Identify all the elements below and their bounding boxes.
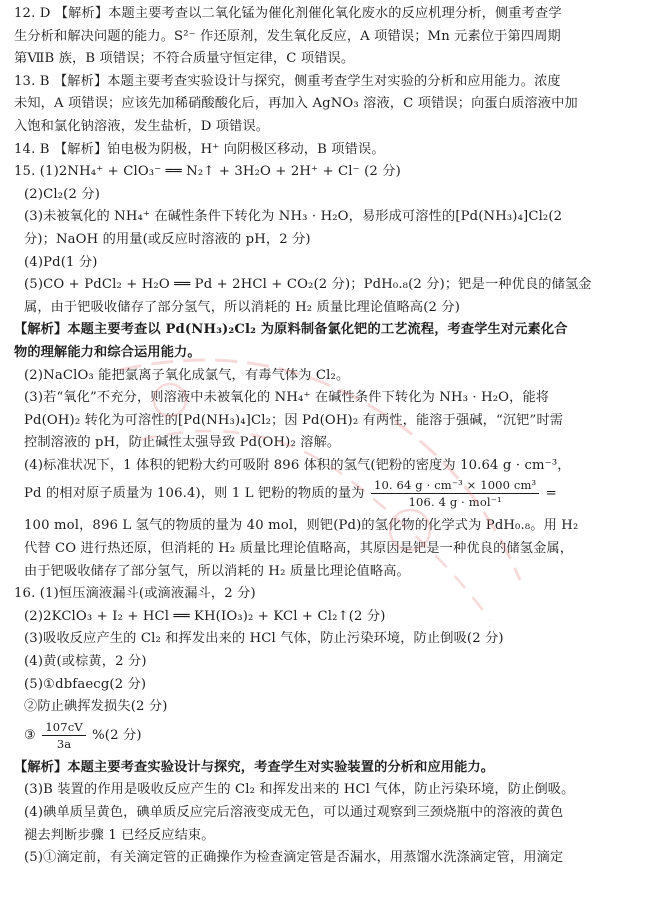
analysis-15-part-4-line-3: 100 mol，896 L 氢气的物质的量为 40 mol，则钯(Pd)的氢化物的化学式为 PdH₀.₈。用 H₂ [24, 518, 579, 534]
analysis-15-part-4-line-2 [14, 477, 633, 515]
analysis-15-heading-1: 【解析】本题主要考查以 Pd(NH₃)₂Cl₂ 为原料制备氯化钯的工艺流程，考查学生对元素化合 [14, 322, 568, 338]
answer-16-part-3: (3)吸收反应产生的 Cl₂ 和挥发出来的 HCl 气体，防止污染环境，防止倒吸(2 分) [24, 631, 504, 647]
answer-16-part-5-1: (5)①dbfaecg(2 分) [24, 676, 147, 692]
analysis-16-part-4-line-1: (4)碘单质呈黄色，碘单质反应完后溶液变成无色，可以通过观察到三颈烧瓶中的溶液的黄色 [24, 805, 564, 820]
answer-15-part-1: 15. (1)2NH₄⁺ + ClO₃⁻ ══ N₂↑ + 3H₂O + 2H⁺ + Cl⁻ (2 分) [14, 164, 401, 180]
answer-13-line-3: 入饱和氯化钠溶液，发生盐析，D 项错误。 [14, 118, 270, 134]
answer-15-part-5-line-2: 属，由于钯吸收储存了部分氢气，所以消耗的 H₂ 质量比理论值略高(2 分) [24, 299, 461, 315]
fraction-lead-text: Pd 的相对原子质量为 106.4)，则 1 L 钯粉的物质的量为 [24, 486, 365, 502]
analysis-15-part-3-line-1: (3)若“氧化”不充分，则溶液中未被氧化的 NH₄⁺ 在碱性条件下转化为 NH₃ · H₂O，能将 [24, 390, 550, 406]
answer-16-part-1: 16. (1)恒压滴液漏斗(或滴液漏斗，2 分) [14, 586, 256, 602]
answer-15-part-2: (2)Cl₂(2 分) [24, 186, 100, 202]
analysis-16-part-3: (3)B 装置的作用是吸收反应产生的 Cl₂ 和挥发出来的 HCl 气体，防止污染环境，防止倒吸。 [24, 782, 575, 798]
answer-14: 14. B 【解析】铂电极为阴极，H⁺ 向阴极区移动，B 项错误。 [14, 141, 385, 157]
analysis-15-part-4-line-5: 由于钯吸收储存了部分氢气，所以消耗的 H₂ 质量比理论值略高。 [24, 563, 410, 579]
percentage-tail: %(2 分) [92, 727, 142, 743]
analysis-15-part-2: (2)NaClO₃ 能把氯离子氧化成氯气，有毒气体为 Cl₂。 [24, 367, 350, 383]
analysis-15-part-4-line-1: (4)标准状况下，1 体积的钯粉大约可吸附 896 体积的氢气(钯粉的密度为 10.64 g · cm⁻³， [24, 457, 571, 473]
answer-13-line-2: 未知，A 项错误；应该先加稀硝酸酸化后，再加入 AgNO₃ 溶液，C 项错误；向蛋白质溶液中加 [14, 96, 578, 112]
answer-13-line-1: 13. B 【解析】本题主要考查实验设计与探究，侧重考查学生对实验的分析和应用能力。浓度 [14, 73, 561, 89]
answer-16-part-5-3 [14, 719, 633, 757]
answer-15-part-4: (4)Pd(1 分) [24, 254, 98, 270]
analysis-15-part-4-line-4: 代替 CO 进行热还原，但消耗的 H₂ 质量比理论值略高，其原因是钯是一种优良的储氢金属， [24, 541, 574, 557]
density-fraction [371, 477, 539, 510]
answer-16-part-2: (2)2KClO₃ + I₂ + HCl ══ KH(IO₃)₂ + KCl + Cl₂↑(2 分) [24, 608, 386, 624]
percentage-fraction [42, 719, 85, 752]
density-fraction-denominator: 106. 4 g · mol⁻¹ [408, 495, 502, 510]
answer-12-line-3: 第ⅦB 族，B 项错误；不符合质量守恒定律，C 项错误。 [14, 51, 355, 67]
answer-15-part-5-line-1: (5)CO + PdCl₂ + H₂O ══ Pd + 2HCl + CO₂(2 分)；PdH₀.₈(2 分)；钯是一种优良的储氢金 [24, 277, 592, 293]
analysis-16-part-5-line-1: (5)①滴定前，有关滴定管的正确操作为检查滴定管是否漏水，用蒸馏水洗涤滴定管，用滴定 [24, 850, 564, 866]
analysis-16-heading: 【解析】本题主要考查实验设计与探究，考查学生对实验装置的分析和应用能力。 [14, 759, 495, 775]
circled-three: ③ [24, 727, 36, 743]
analysis-15-heading-2: 物的理解能力和综合运用能力。 [14, 344, 201, 360]
answer-16-part-4: (4)黄(或棕黄，2 分) [24, 654, 147, 670]
answer-16-part-5-2: ②防止碘挥发损失(2 分) [24, 699, 168, 715]
fraction-equals: = [545, 486, 557, 502]
analysis-15-part-3-line-3: 控制溶液的 pH，防止碱性太强导致 Pd(OH)₂ 溶解。 [24, 435, 341, 451]
answer-15-part-3-line-2: 分)；NaOH 的用量(或反应时溶液的 pH，2 分) [24, 231, 311, 247]
answer-12-line-2: 生分析和解决问题的能力。S²⁻ 作还原剂，发生氧化反应，A 项错误；Mn 元素位于第四周期 [14, 28, 561, 44]
density-fraction-numerator: 10. 64 g · cm⁻³ × 1000 cm³ [371, 477, 539, 494]
analysis-16-part-4-line-2: 褪去判断步骤 1 已经反应结束。 [24, 827, 215, 843]
answer-12-line-1: 12. D 【解析】本题主要考查以二氧化锰为催化剂催化氧化废水的反应机理分析，侧重考查学 [14, 6, 562, 21]
analysis-15-part-3-line-2: Pd(OH)₂ 转化为可溶性的[Pd(NH₃)₄]Cl₂；因 Pd(OH)₂ 有两性，能溶于强碱，“沉钯”时需 [24, 412, 564, 428]
answer-15-part-3-line-1: (3)未被氧化的 NH₄⁺ 在碱性条件下转化为 NH₃ · H₂O，易形成可溶性的[Pd(NH₃)₄]Cl₂(2 [24, 209, 563, 225]
percentage-fraction-numerator: 107cV [42, 719, 85, 736]
percentage-fraction-denominator: 3a [56, 736, 72, 751]
